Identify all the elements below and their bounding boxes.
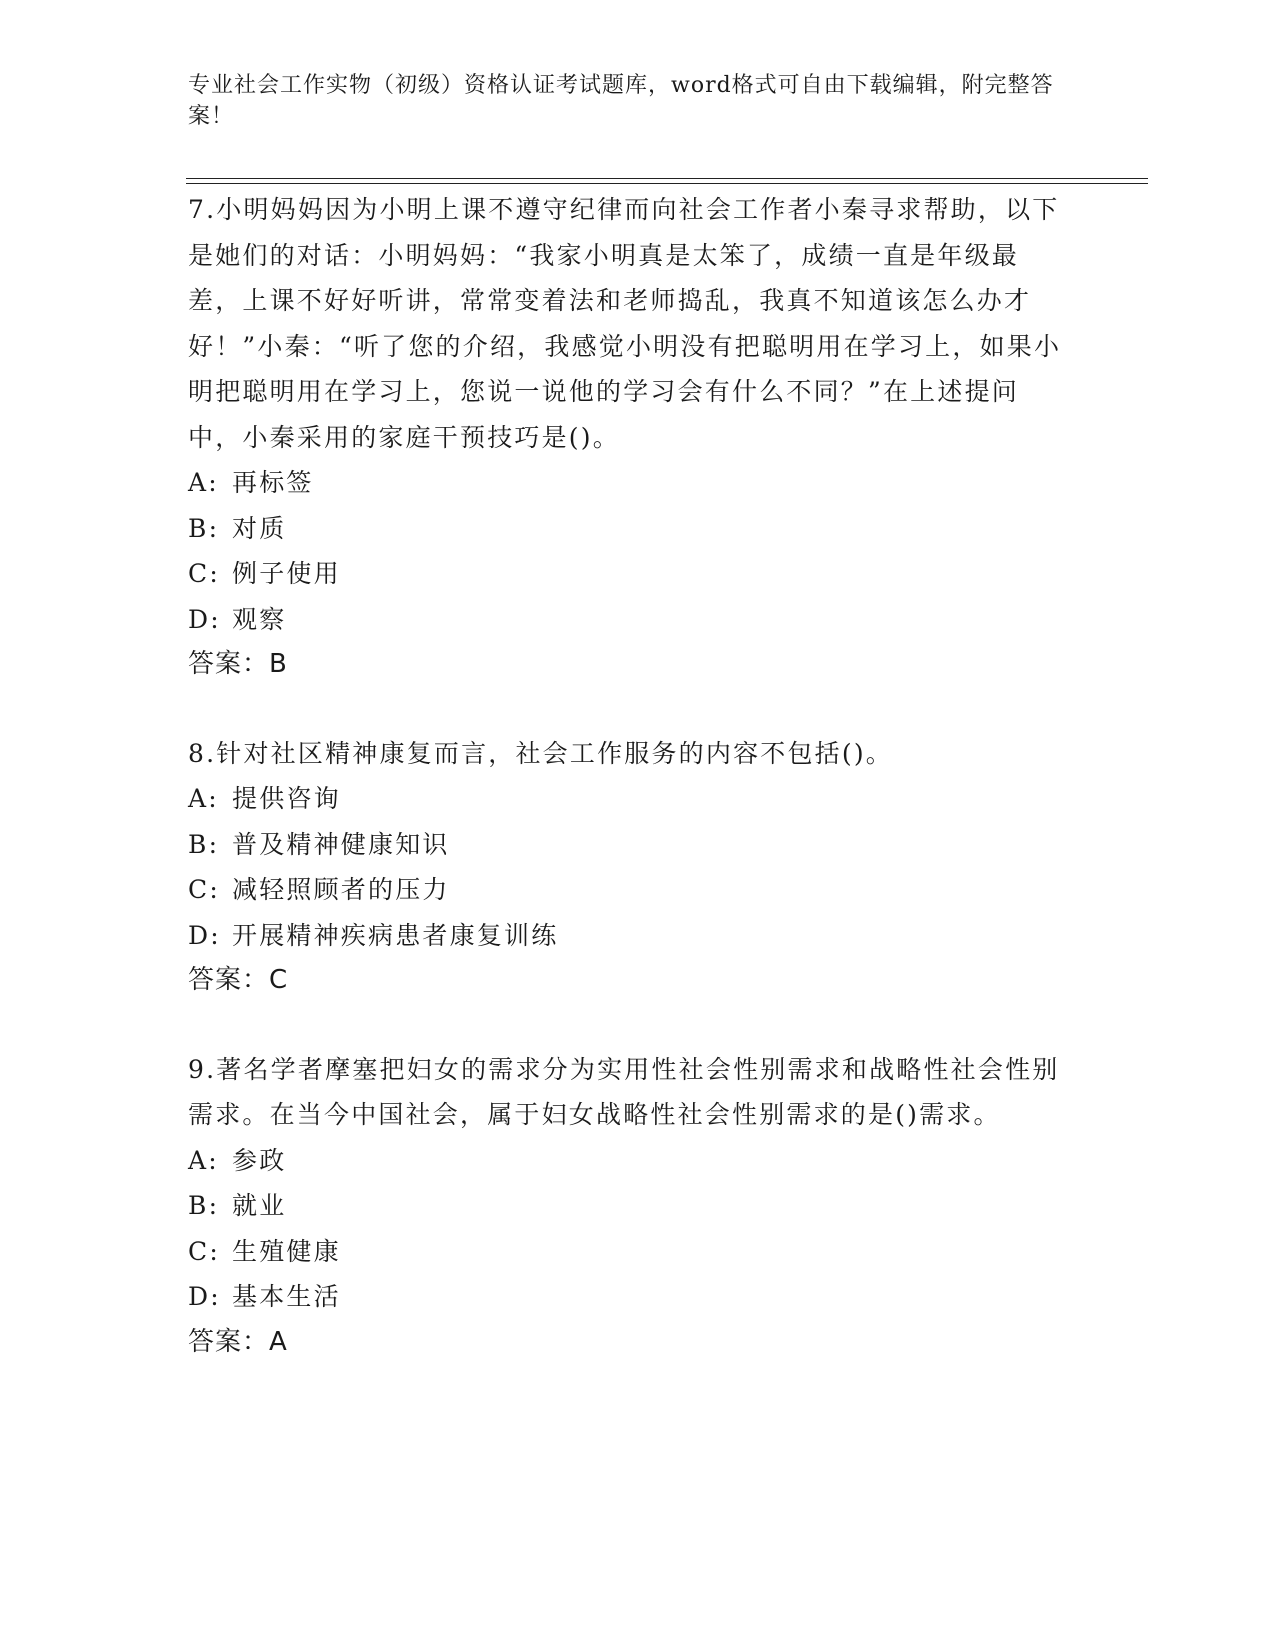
option-d [188, 913, 1068, 959]
option-text: 就业 [232, 1191, 287, 1220]
question-7 [188, 187, 1068, 688]
question-list [188, 187, 1068, 1365]
spacer [188, 1004, 1068, 1047]
question-9 [188, 1047, 1068, 1366]
option-letter: A: [188, 784, 219, 813]
option-c [188, 1229, 1068, 1275]
question-text [188, 1047, 1068, 1138]
question-number: 8. [188, 738, 217, 768]
question-body: 针对社区精神康复而言，社会工作服务的内容不包括()。 [216, 738, 893, 768]
option-text: 对质 [232, 513, 287, 543]
option-a [188, 1138, 1068, 1184]
option-text: 提供咨询 [232, 784, 341, 813]
option-text: 生殖健康 [232, 1236, 341, 1266]
question-text [188, 187, 1068, 460]
option-b [188, 822, 1068, 868]
option-text: 例子使用 [232, 559, 341, 588]
question-number: 9. [188, 1054, 217, 1084]
header-title: 专业社会工作实物（初级）资格认证考试题库，word格式可自由下载编辑，附完整答案！ [188, 73, 1054, 129]
option-letter: B: [188, 513, 220, 543]
option-b [188, 1183, 1068, 1229]
option-letter: D: [188, 920, 221, 950]
option-letter: D: [188, 604, 221, 634]
question-text [188, 731, 1068, 777]
option-text: 减轻照顾者的压力 [232, 875, 450, 904]
header-rule-top [186, 178, 1148, 179]
answer-line: 答案：C [188, 965, 289, 995]
answer-line: 答案：B [188, 649, 288, 679]
page-header [188, 70, 1068, 132]
option-letter: C: [188, 875, 220, 904]
question-8 [188, 731, 1068, 1004]
option-letter: B: [188, 1191, 220, 1220]
header-rule-bottom [186, 183, 1148, 184]
option-c [188, 551, 1068, 597]
option-letter: A: [188, 468, 219, 497]
question-number: 7. [188, 195, 217, 224]
option-text: 基本生活 [232, 1282, 341, 1311]
spacer [188, 688, 1068, 731]
question-body: 小明妈妈因为小明上课不遵守纪律而向社会工作者小秦寻求帮助，以下是她们的对话：小明妈妈：“我家小明真是太笨了，成绩一直是年级最差，上课不好好听讲，常常变着法和老师捣乱，我真不知道该怎么办才好！”小秦：“听了您的介绍，我感觉小明没有把聪明用在学习上，如果小明把聪明用在学习上，您说一说他的学习会有什么不同？”在上述提问中，小秦采用的家庭干预技巧是()。 [188, 195, 1062, 452]
option-letter: A: [188, 1145, 219, 1175]
question-body: 著名学者摩塞把妇女的需求分为实用性社会性别需求和战略性社会性别需求。在当今中国社会，属于妇女战略性社会性别需求的是()需求。 [188, 1054, 1060, 1129]
option-text: 再标签 [232, 468, 314, 497]
option-d [188, 597, 1068, 643]
option-a [188, 460, 1068, 506]
option-letter: B: [188, 829, 220, 859]
option-text: 观察 [232, 604, 287, 634]
option-text: 参政 [232, 1145, 287, 1175]
option-b [188, 506, 1068, 552]
option-letter: D: [188, 1282, 221, 1311]
option-text: 普及精神健康知识 [232, 829, 450, 859]
option-letter: C: [188, 1236, 220, 1266]
option-letter: C: [188, 559, 220, 588]
option-text: 开展精神疾病患者康复训练 [232, 920, 559, 950]
answer-line: 答案：A [188, 1326, 288, 1357]
option-c [188, 867, 1068, 913]
option-d [188, 1274, 1068, 1320]
option-a [188, 776, 1068, 822]
